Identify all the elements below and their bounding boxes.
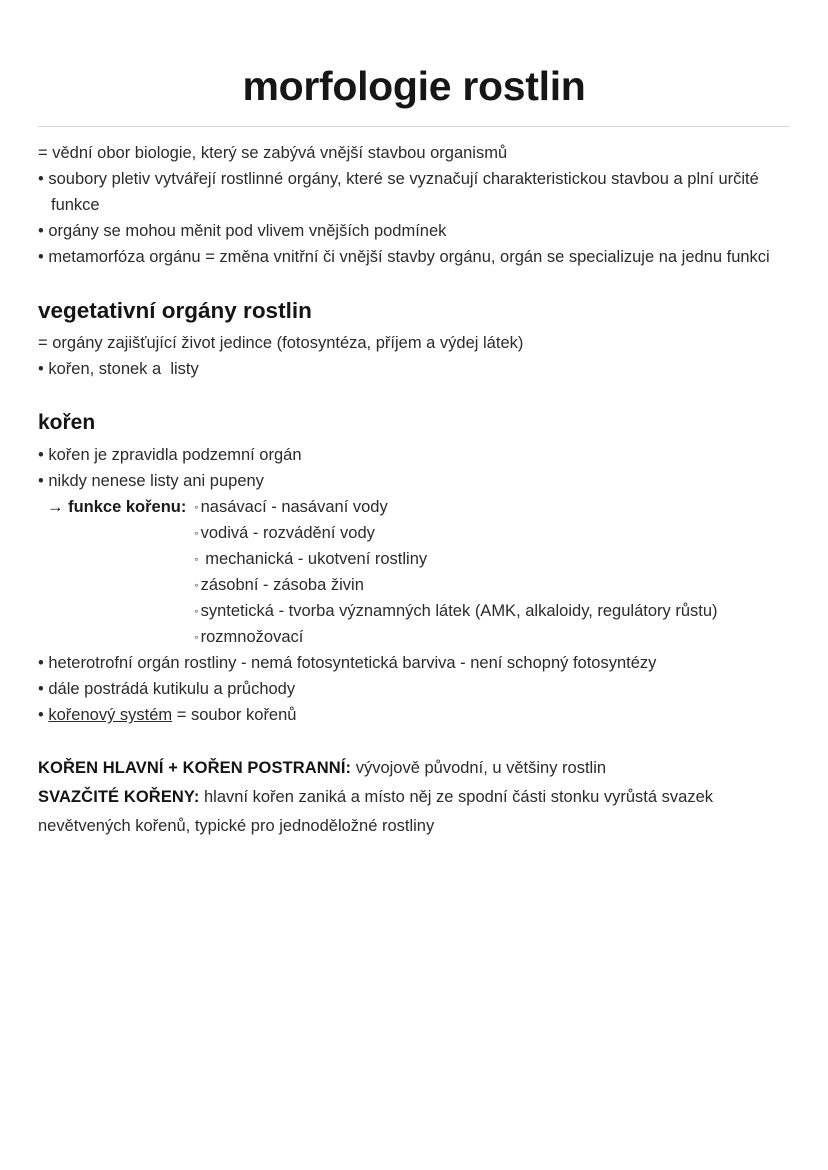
intro-section <box>38 140 790 270</box>
root-bullet-4: • dále postrádá kutikulu a průchody <box>38 680 296 699</box>
intro-bullet-1: • soubory pletiv vytvářejí rostlinné orgány, které se vyznačují charakteristickou stavbou a plní určité funkce <box>38 170 764 215</box>
root-type-label: SVAZČITÉ KOŘENY: <box>38 788 200 807</box>
root-function-text: nasávací - nasávaní vody <box>200 498 388 517</box>
root-function-item <box>194 520 790 546</box>
intro-bullet-3: • metamorfóza orgánu = změna vnitřní či vnější stavby orgánu, orgán se specializuje na jednu funkci <box>38 248 770 267</box>
hollow-bullet-icon: ◦ <box>194 604 199 619</box>
intro-bullet-2: • orgány se mohou měnit pod vlivem vnějších podmínek <box>38 222 447 241</box>
root-function-text: zásobní - zásoba živin <box>200 576 364 595</box>
root-type-text: vývojově původní, u většiny rostlin <box>351 759 607 778</box>
vegetative-bullet: • kořen, stonek a listy <box>38 360 199 379</box>
title-divider <box>38 126 790 127</box>
root-functions-label: → funkce kořenu: <box>47 498 187 517</box>
root-function-item <box>194 598 790 624</box>
root-type-text: hlavní kořen zaniká a místo něj ze spodní části stonku vyrůstá svazek nevětvených kořenů, typické pro jednoděložné rostliny <box>38 788 718 836</box>
vegetative-organs-section <box>38 296 790 382</box>
section-heading-root: kořen <box>38 411 96 435</box>
root-function-text: mechanická - ukotvení rostliny <box>200 550 428 569</box>
hollow-bullet-icon: ◦ <box>194 552 199 567</box>
root-function-item <box>194 546 790 572</box>
root-function-text: vodivá - rozvádění vody <box>200 524 375 543</box>
root-function-item <box>194 572 790 598</box>
root-section <box>38 408 790 728</box>
root-function-text: rozmnožovací <box>200 628 304 647</box>
spacer <box>38 728 790 754</box>
hollow-bullet-icon: ◦ <box>194 526 199 541</box>
root-bullet-2: • nikdy nenese listy ani pupeny <box>38 472 264 491</box>
root-function-item <box>194 624 790 650</box>
root-type-main-lateral <box>38 754 790 783</box>
root-functions-block <box>38 494 790 650</box>
root-type-fibrous <box>38 783 790 841</box>
root-function-item <box>194 494 790 520</box>
root-bullet-3: • heterotrofní orgán rostliny - nemá fotosyntetická barviva - není schopný fotosyntézy <box>38 654 657 673</box>
root-system-bullet <box>38 702 790 728</box>
root-bullet-1: • kořen je zpravidla podzemní orgán <box>38 446 302 465</box>
section-heading-vegetative: vegetativní orgány rostlin <box>38 298 312 324</box>
bullet-glyph: • <box>38 706 49 725</box>
root-type-label: KOŘEN HLAVNÍ + KOŘEN POSTRANNÍ: <box>38 759 352 778</box>
page-title: morfologie rostlin <box>242 63 586 109</box>
hollow-bullet-icon: ◦ <box>194 500 199 515</box>
root-function-text: syntetická - tvorba významných látek (AMK, alkaloidy, regulátory růstu) <box>200 602 718 621</box>
hollow-bullet-icon: ◦ <box>194 630 199 645</box>
root-system-rest: = soubor kořenů <box>172 706 297 725</box>
spacer <box>38 270 790 296</box>
spacer <box>38 382 790 408</box>
root-types-section <box>38 754 790 841</box>
intro-definition: = vědní obor biologie, který se zabývá vnější stavbou organismů <box>38 144 508 163</box>
root-functions-list <box>186 494 790 650</box>
hollow-bullet-icon: ◦ <box>194 578 199 593</box>
vegetative-definition: = orgány zajišťující život jedince (fotosyntéza, příjem a výdej látek) <box>38 334 524 353</box>
root-system-term: kořenový systém <box>48 706 173 725</box>
